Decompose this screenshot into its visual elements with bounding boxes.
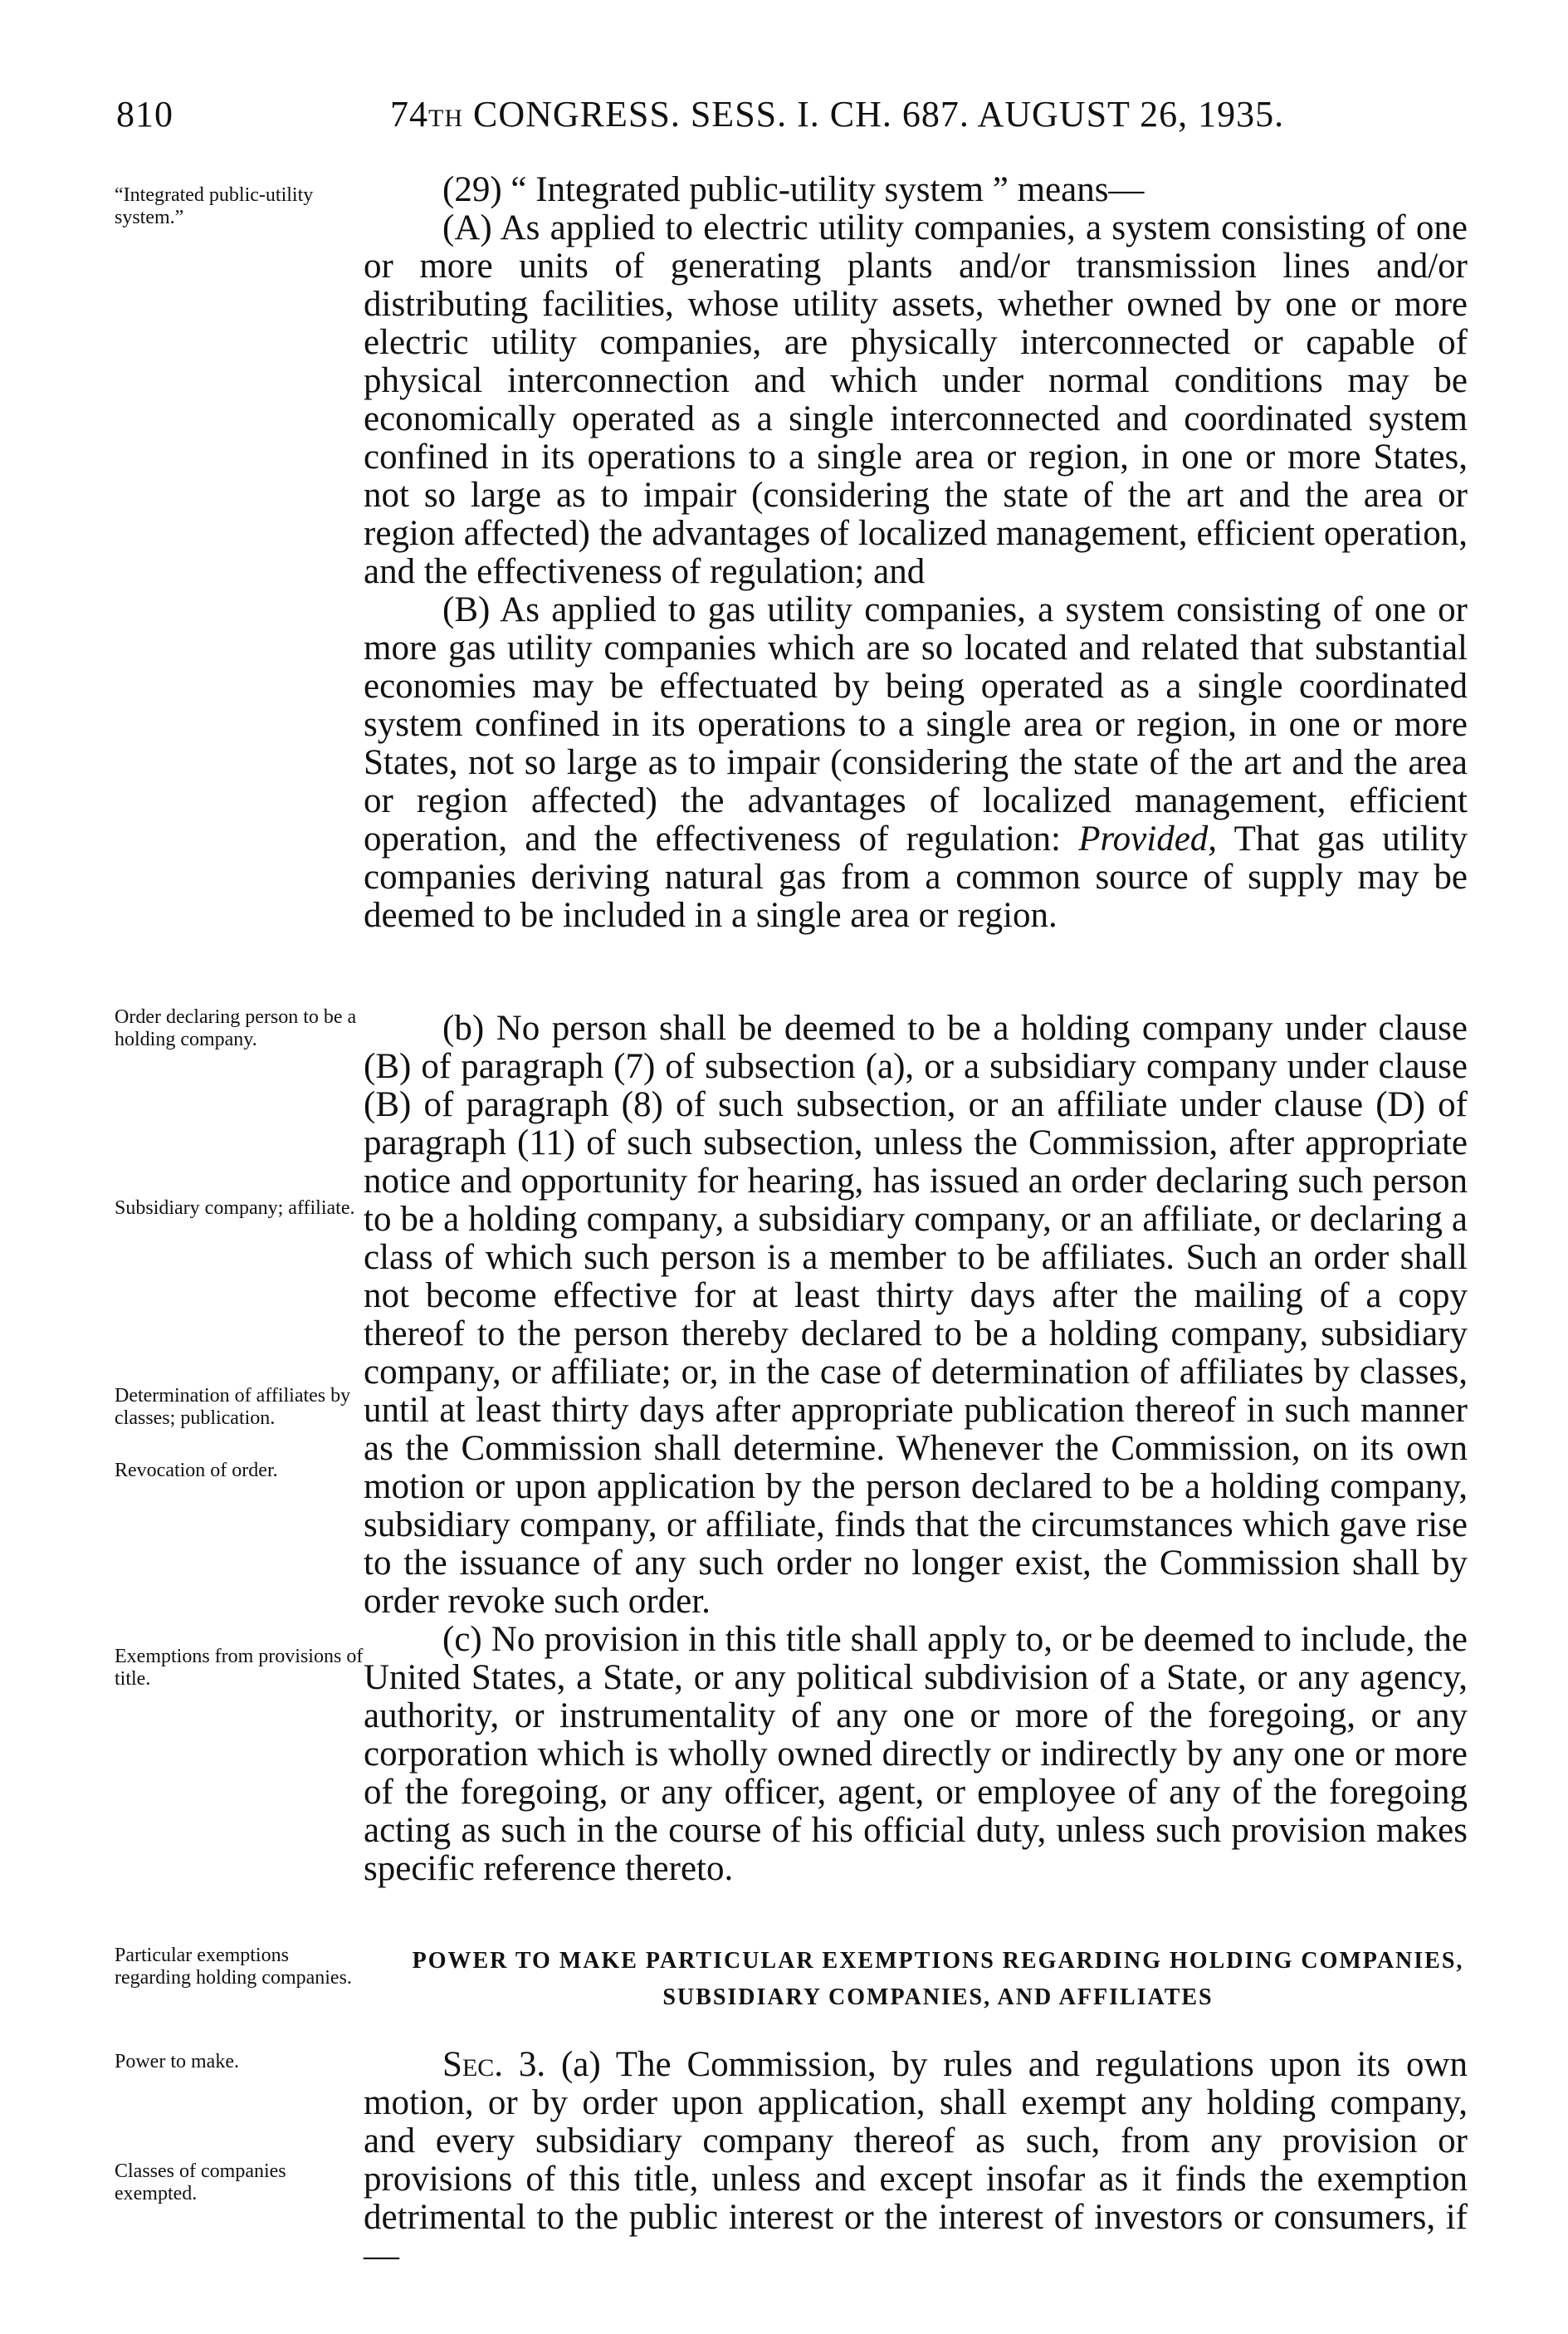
section-3-label: Sec. 3. (442, 2045, 546, 2084)
sidenote-determination-of-affiliates: Determination of affiliates by classes; publication. (115, 1385, 351, 1429)
sidenote-particular-exemptions: Particular exemptions regarding holding companies. (115, 1945, 352, 1989)
body-block-subsections (364, 1010, 1468, 1888)
section-3-text: (a) The Commission, by rules and regulations upon its own motion, or by order upon application, shall exempt any holding company, and every subsidiary company thereof as such, from any provision or provisions of this title, unless and except insofar as it finds the exemption detrimental to the public interest or the interest of investors or consumers, if— (364, 2045, 1468, 2275)
sidenote-order-declaring-holding-company: Order declaring person to be a holding company. (115, 1006, 357, 1050)
congress-ordinal: 74 (390, 94, 428, 135)
sidenote-exemptions-from-provisions: Exemptions from provisions of title. (115, 1646, 364, 1690)
paragraph-29-b (364, 591, 1468, 935)
subsection-c: (c) No provision in this title shall apply to, or be deemed to include, the United States, a State, or any political subdivision of a State, or any agency, authority, or instrumentality of any one or more of the foregoing, or any corporation which is wholly owned directly or indirectly by any one or more of the foregoing, or any officer, agent, or employee of any of the foregoing acting as such in the course of his official duty, unless such provision makes specific reference thereto. (364, 1620, 1468, 1888)
paragraph-29-b-tail: That gas utility companies deriving natural gas from a common source of supply may be deemed to be included in a single area or region. (364, 820, 1468, 935)
sidenote-subsidiary-company-affiliate: Subsidiary company; affiliate. (115, 1197, 355, 1219)
body-block-definitions (364, 171, 1468, 935)
proviso-word: Provided, (1078, 820, 1218, 859)
section-heading: POWER TO MAKE PARTICULAR EXEMPTIONS REGARDING HOLDING COMPANIES, SUBSIDIARY COMPANIES, AND AFFILIATES (412, 1948, 1464, 2010)
congress-suffix: TH (428, 105, 463, 132)
running-head (390, 93, 1284, 135)
page-header (116, 93, 1461, 143)
page-number: 810 (116, 94, 173, 135)
paragraph-29-a: (A) As applied to electric utility companies, a system consisting of one or more units of generating plants and/or transmission lines and/or distributing facilities, whose utility assets, whether owned by one or more electric utility companies, are physically interconnected or capable of physical interconnection and which under normal conditions may be economically operated as a single interconnected and coordinated system confined in its operations to a single area or region, in one or more States, not so large as to impair (considering the state of the art and the area or region affected) the advantages of localized management, efficient operation, and the effectiveness of regulation; and (364, 208, 1468, 591)
running-head-text: CONGRESS. SESS. I. CH. 687. AUGUST 26, 1935. (473, 94, 1285, 135)
sidenote-power-to-make: Power to make. (115, 2051, 239, 2072)
sidenote-classes-exempted: Classes of companies exempted. (115, 2160, 286, 2204)
section-3-a (364, 2046, 1468, 2275)
body-block-section-3 (364, 2046, 1468, 2275)
sidenote-integrated-public-utility-system: “Integrated public-utility system.” (115, 184, 314, 228)
paragraph-29: (29) “ Integrated public-utility system ” means— (442, 170, 1145, 209)
paragraph-29-b-main: (B) As applied to gas utility companies, a system consisting of one or more gas utility companies which are so located and related that substantial economies may be effectuated by being operated as a single coordinated system confined in its operations to a single area or region, in one or more States, not so large as to impair (considering the state of the art and the area or region affected) the advantages of localized management, efficient operation, and the effectiveness of regulation: (364, 590, 1468, 859)
sidenote-revocation-of-order: Revocation of order. (115, 1460, 278, 1481)
subsection-b: (b) No person shall be deemed to be a holding company under clause (B) of paragraph (7) of subsection (a), or a subsidiary company under clause (B) of paragraph (8) of such subsection, or an affiliate under clause (D) of paragraph (11) of such subsection, unless the Commission, after appropriate notice and opportunity for hearing, has issued an order declaring such person to be a holding company, a subsidiary company, or an affiliate, or declaring a class of which such person is a member to be affiliates. Such an order shall not become effective for at least thirty days after the mailing of a copy thereof to the person thereby declared to be a holding company, subsidiary company, or affiliate; or, in the case of determination of affiliates by classes, until at least thirty days after appropriate publication thereof in such manner as the Commission shall determine. Whenever the Commission, on its own motion or upon application by the person declared to be a holding company, subsidiary company, or affiliate, finds that the circumstances which gave rise to the issuance of any such order no longer exist, the Commission shall by order revoke such order. (364, 1009, 1468, 1621)
